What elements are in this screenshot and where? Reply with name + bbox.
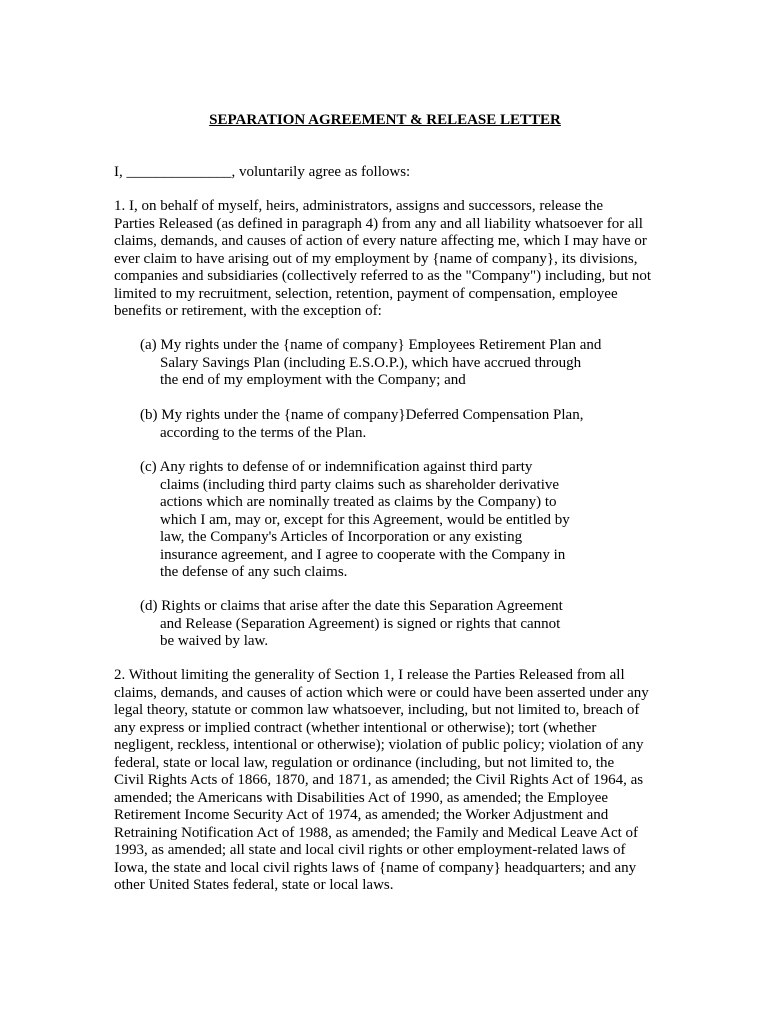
paragraph-line: federal, state or local law, regulation or ordinance (including, but not limited to, the xyxy=(114,754,615,771)
paragraph-line: other United States federal, state or local laws. xyxy=(114,877,394,893)
document-title: SEPARATION AGREEMENT & RELEASE LETTER xyxy=(209,112,561,128)
paragraph-line: Parties Released (as defined in paragraph 4) from any and all liability whatsoever for all xyxy=(114,215,643,232)
exception-line: (d) Rights or claims that arise after the date this Separation Agreement xyxy=(140,598,563,614)
exception-line: claims (including third party claims such as shareholder derivative xyxy=(160,476,560,493)
paragraph-2 xyxy=(114,667,649,895)
paragraph-line: negligent, reckless, intentional or otherwise); violation of public policy; violation of any xyxy=(114,737,644,753)
exception-line: which I am, may or, except for this Agreement, would be entitled by xyxy=(160,511,570,528)
intro-line: I, ______________, voluntarily agree as follows: xyxy=(114,164,411,180)
exception-b xyxy=(140,407,583,442)
paragraph-line: limited to my recruitment, selection, retention, payment of compensation, employee xyxy=(114,285,618,302)
paragraph-line: Iowa, the state and local civil rights laws of {name of company} headquarters; and any xyxy=(114,859,637,876)
exception-line: law, the Company's Articles of Incorporation or any existing xyxy=(160,529,523,545)
exception-line: the end of my employment with the Company; and xyxy=(160,372,466,388)
paragraph-1 xyxy=(114,198,651,321)
exception-line: according to the terms of the Plan. xyxy=(160,424,367,441)
exception-line: Salary Savings Plan (including E.S.O.P.), which have accrued through xyxy=(160,354,582,371)
paragraph-line: 1. I, on behalf of myself, heirs, administrators, assigns and successors, release the xyxy=(114,198,604,214)
exception-line: and Release (Separation Agreement) is signed or rights that cannot xyxy=(160,615,561,632)
exception-a xyxy=(140,337,601,390)
paragraph-line: 1993, as amended; all state and local civil rights or other employment-related laws of xyxy=(114,842,626,858)
exception-line: (b) My rights under the {name of company}Deferred Compensation Plan, xyxy=(140,407,584,423)
paragraph-line: benefits or retirement, with the exception of: xyxy=(114,303,382,319)
exception-line: (c) Any rights to defense of or indemnification against third party xyxy=(140,459,533,475)
paragraph-line: claims, demands, and causes of action of every nature affecting me, which I may have or xyxy=(114,233,647,249)
paragraph-line: companies and subsidiaries (collectively referred to as the "Company") including, but not xyxy=(114,268,652,284)
paragraph-line: Retirement Income Security Act of 1974, as amended; the Worker Adjustment and xyxy=(114,807,609,823)
paragraph-line: Retraining Notification Act of 1988, as amended; the Family and Medical Leave Act of xyxy=(114,824,639,841)
paragraph-line: amended; the Americans with Disabilities Act of 1990, as amended; the Employee xyxy=(114,789,609,806)
exception-line: insurance agreement, and I agree to cooperate with the Company in xyxy=(160,546,566,563)
exception-d xyxy=(140,598,563,651)
paragraph-line: claims, demands, and causes of action which were or could have been asserted under any xyxy=(114,684,649,701)
exception-c xyxy=(140,459,570,582)
paragraph-line: legal theory, statute or common law whatsoever, including, but not limited to, breach of xyxy=(114,702,640,718)
exception-line: the defense of any such claims. xyxy=(160,564,348,580)
paragraph-line: any express or implied contract (whether intentional or otherwise); tort (whether xyxy=(114,719,597,736)
exception-line: actions which are nominally treated as claims by the Company) to xyxy=(160,494,557,510)
exception-line: (a) My rights under the {name of company} Employees Retirement Plan and xyxy=(140,337,602,353)
paragraph-line: 2. Without limiting the generality of Section 1, I release the Parties Released from all xyxy=(114,667,625,683)
exception-line: be waived by law. xyxy=(160,633,269,649)
paragraph-line: ever claim to have arising out of my employment by {name of company}, its divisions, xyxy=(114,250,638,267)
paragraph-line: Civil Rights Acts of 1866, 1870, and 1871, as amended; the Civil Rights Act of 1964, as xyxy=(114,772,644,788)
